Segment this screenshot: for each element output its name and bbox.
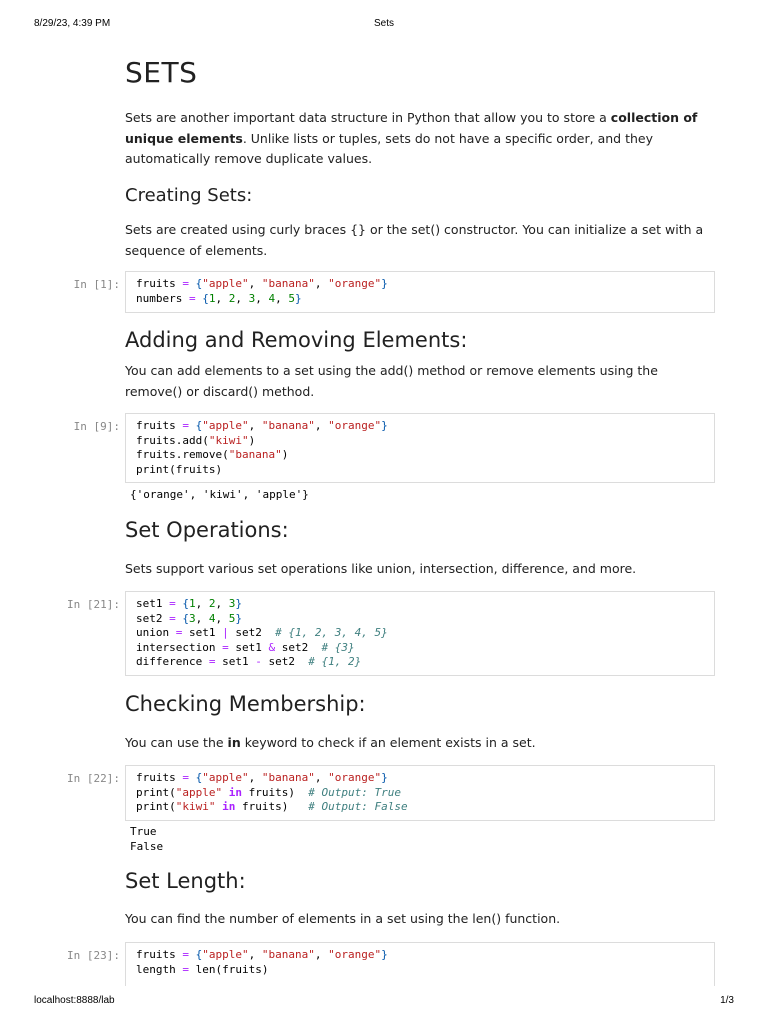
- code-line: fruits = {"apple", "banana", "orange"}: [136, 771, 388, 784]
- code-line: print("kiwi" in fruits) # Output: False: [136, 800, 408, 813]
- code-line: union = set1 | set2 # {1, 2, 3, 4, 5}: [136, 626, 388, 639]
- set-length-text: You can find the number of elements in a set using the len() function.: [125, 911, 561, 926]
- page-title: SETS: [125, 56, 198, 89]
- heading-set-operations: Set Operations:: [125, 518, 289, 542]
- code-line: length = len(fruits): [136, 962, 269, 976]
- heading-adding-removing: Adding and Removing Elements:: [125, 328, 468, 352]
- code-line: print("apple" in fruits) # Output: True: [136, 785, 401, 799]
- code-cell-22[interactable]: [125, 765, 715, 821]
- code-line: set2 = {3, 4, 5}: [136, 611, 242, 625]
- intro-text-1: Sets are another important data structure in Python that allow you to store a: [125, 110, 611, 125]
- cell-prompt: In [21]:: [67, 598, 120, 611]
- intro-text-2: . Unlike lists or tuples, sets do not have a specific order, and they automatically remove duplicate values.: [125, 130, 653, 166]
- cell-prompt: In [23]:: [67, 949, 120, 962]
- intro-paragraph: [125, 108, 715, 170]
- creating-sets-text: Sets are created using curly braces {} or the set() constructor. You can initialize a set with a sequence of elements.: [125, 222, 704, 258]
- heading-creating-sets: Creating Sets:: [125, 185, 253, 206]
- membership-text: You can use the in keyword to check if an element exists in a set.: [125, 735, 536, 750]
- code-cell-21[interactable]: [125, 591, 715, 676]
- cell-output: {'orange', 'kiwi', 'apple'}: [130, 488, 309, 501]
- code-line: print(fruits): [136, 462, 223, 476]
- code-line: fruits = {"apple", "banana", "orange"}: [136, 277, 388, 290]
- set-operations-text: Sets support various set operations like union, intersection, difference, and more.: [125, 561, 637, 576]
- code-line: numbers = {1, 2, 3, 4, 5}: [136, 291, 302, 305]
- code-line: fruits.remove("banana"): [136, 448, 289, 461]
- code-cell-23[interactable]: [125, 942, 715, 986]
- code-line: intersection = set1 & set2 # {3}: [136, 640, 355, 654]
- code-line: fruits.add("kiwi"): [136, 433, 256, 447]
- cell-prompt: In [9]:: [73, 420, 120, 433]
- intro-bold: collection of unique elements: [125, 110, 698, 146]
- cell-prompt: In [1]:: [73, 278, 120, 291]
- code-cell-1[interactable]: [125, 271, 715, 313]
- code-line: fruits = {"apple", "banana", "orange"}: [136, 419, 388, 432]
- code-line: fruits = {"apple", "banana", "orange"}: [136, 948, 388, 961]
- cell-prompt: In [22]:: [67, 772, 120, 785]
- print-page-number: 1/3: [720, 995, 734, 1006]
- code-line: difference = set1 - set2 # {1, 2}: [136, 655, 362, 668]
- heading-set-length: Set Length:: [125, 869, 246, 893]
- cell-output: True False: [130, 825, 164, 853]
- code-line: set1 = {1, 2, 3}: [136, 597, 242, 610]
- code-cell-9[interactable]: [125, 413, 715, 483]
- heading-checking-membership: Checking Membership:: [125, 692, 366, 716]
- print-datetime: 8/29/23, 4:39 PM: [34, 18, 111, 29]
- print-url: localhost:8888/lab: [34, 995, 115, 1006]
- adding-removing-text: You can add elements to a set using the add() method or remove elements using the remove() or discard() method.: [125, 363, 658, 399]
- print-doc-title: Sets: [373, 18, 394, 29]
